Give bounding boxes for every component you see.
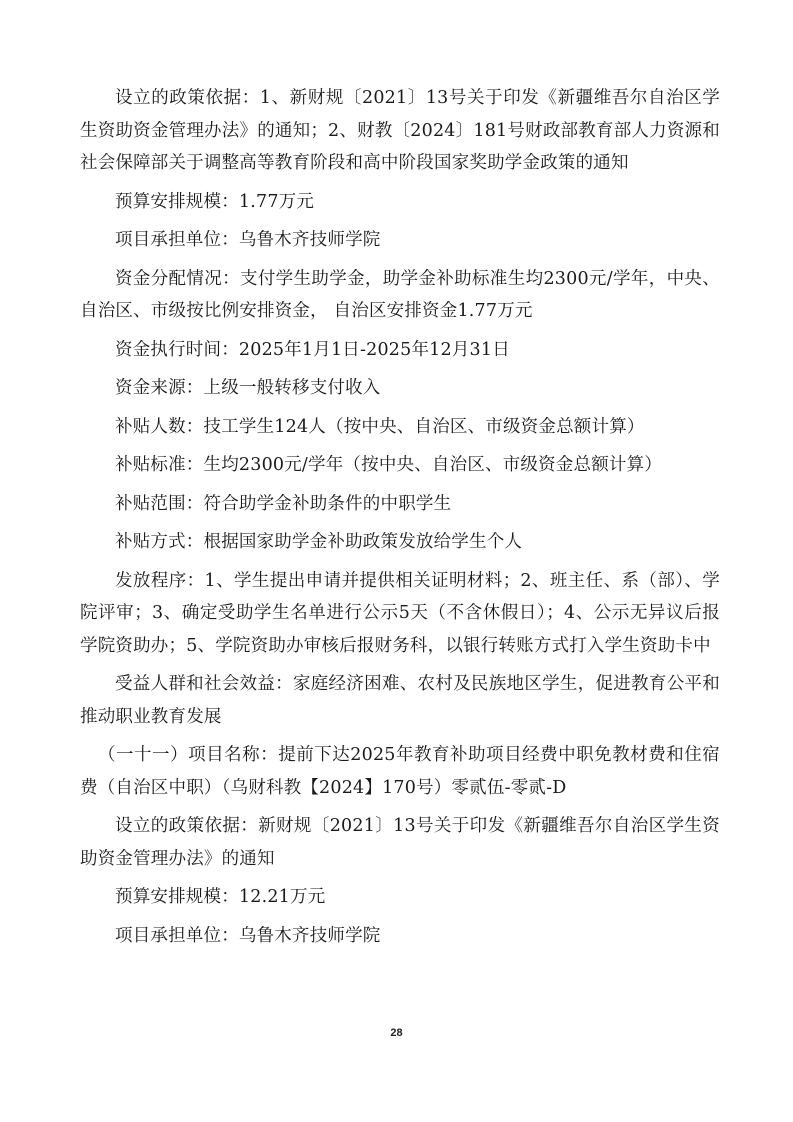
- undertaking-unit-paragraph-2: 项目承担单位：乌鲁木齐技师学院: [115, 925, 381, 946]
- undertaking-unit-paragraph: 项目承担单位：乌鲁木齐技师学院: [115, 230, 381, 250]
- budget-scale-paragraph: 预算安排规模：1.77万元: [115, 191, 315, 212]
- subsidy-method-paragraph: 补贴方式：根据国家助学金补助政策发放给学生个人: [115, 532, 523, 552]
- subsidy-standard-paragraph: 补贴标准：生均2300元/学年（按中央、自治区、市级资金总额计算）: [115, 455, 663, 475]
- execution-time-paragraph: 资金执行时间：2025年1月1日-2025年12月31日: [115, 339, 510, 360]
- policy-basis-paragraph: 设立的政策依据：1、新财规〔2021〕13号关于印发《新疆维吾尔自治区学生资助资金管理办法》的通知；2、财教〔2024〕181号财政部教育部人力资源和社会保障部关于调整高等教育阶段和高中阶段国家奖助学金政策的通知: [80, 88, 720, 173]
- page-number: 28: [390, 1027, 403, 1039]
- project-title-paragraph: （一十一）项目名称：提前下达2025年教育补助项目经费中职免教材费和住宿费（自治区中职）（乌财科教【2024】170号）零贰伍-零贰-D: [80, 745, 720, 798]
- policy-basis-paragraph-2: 设立的政策依据：新财规〔2021〕13号关于印发《新疆维吾尔自治区学生资助资金管理办法》的通知: [80, 816, 720, 869]
- document-body: [80, 82, 720, 958]
- beneficiaries-paragraph: 受益人群和社会效益：家庭经济困难、农村及民族地区学生，促进教育公平和推动职业教育发展: [80, 674, 720, 727]
- fund-allocation-paragraph: 资金分配情况：支付学生助学金，助学金补助标准生均2300元/学年，中央、自治区、市级按比例安排资金， 自治区安排资金1.77万元: [80, 268, 720, 321]
- budget-scale-paragraph-2: 预算安排规模：12.21万元: [115, 887, 326, 907]
- subsidy-scope-paragraph: 补贴范围：符合助学金补助条件的中职学生: [115, 493, 452, 514]
- subsidy-count-paragraph: 补贴人数：技工学生124人（按中央、自治区、市级资金总额计算）: [115, 416, 645, 437]
- distribution-procedure-paragraph: 发放程序：1、学生提出申请并提供相关证明材料；2、班主任、系（部）、学院评审；3、确定受助学生名单进行公示5天（不含休假日）；4、公示无异议后报学院资助办；5、学院资助办审核后报财务科，以银行转账方式打入学生资助卡中: [80, 570, 720, 656]
- fund-source-paragraph: 资金来源：上级一般转移支付收入: [115, 378, 381, 398]
